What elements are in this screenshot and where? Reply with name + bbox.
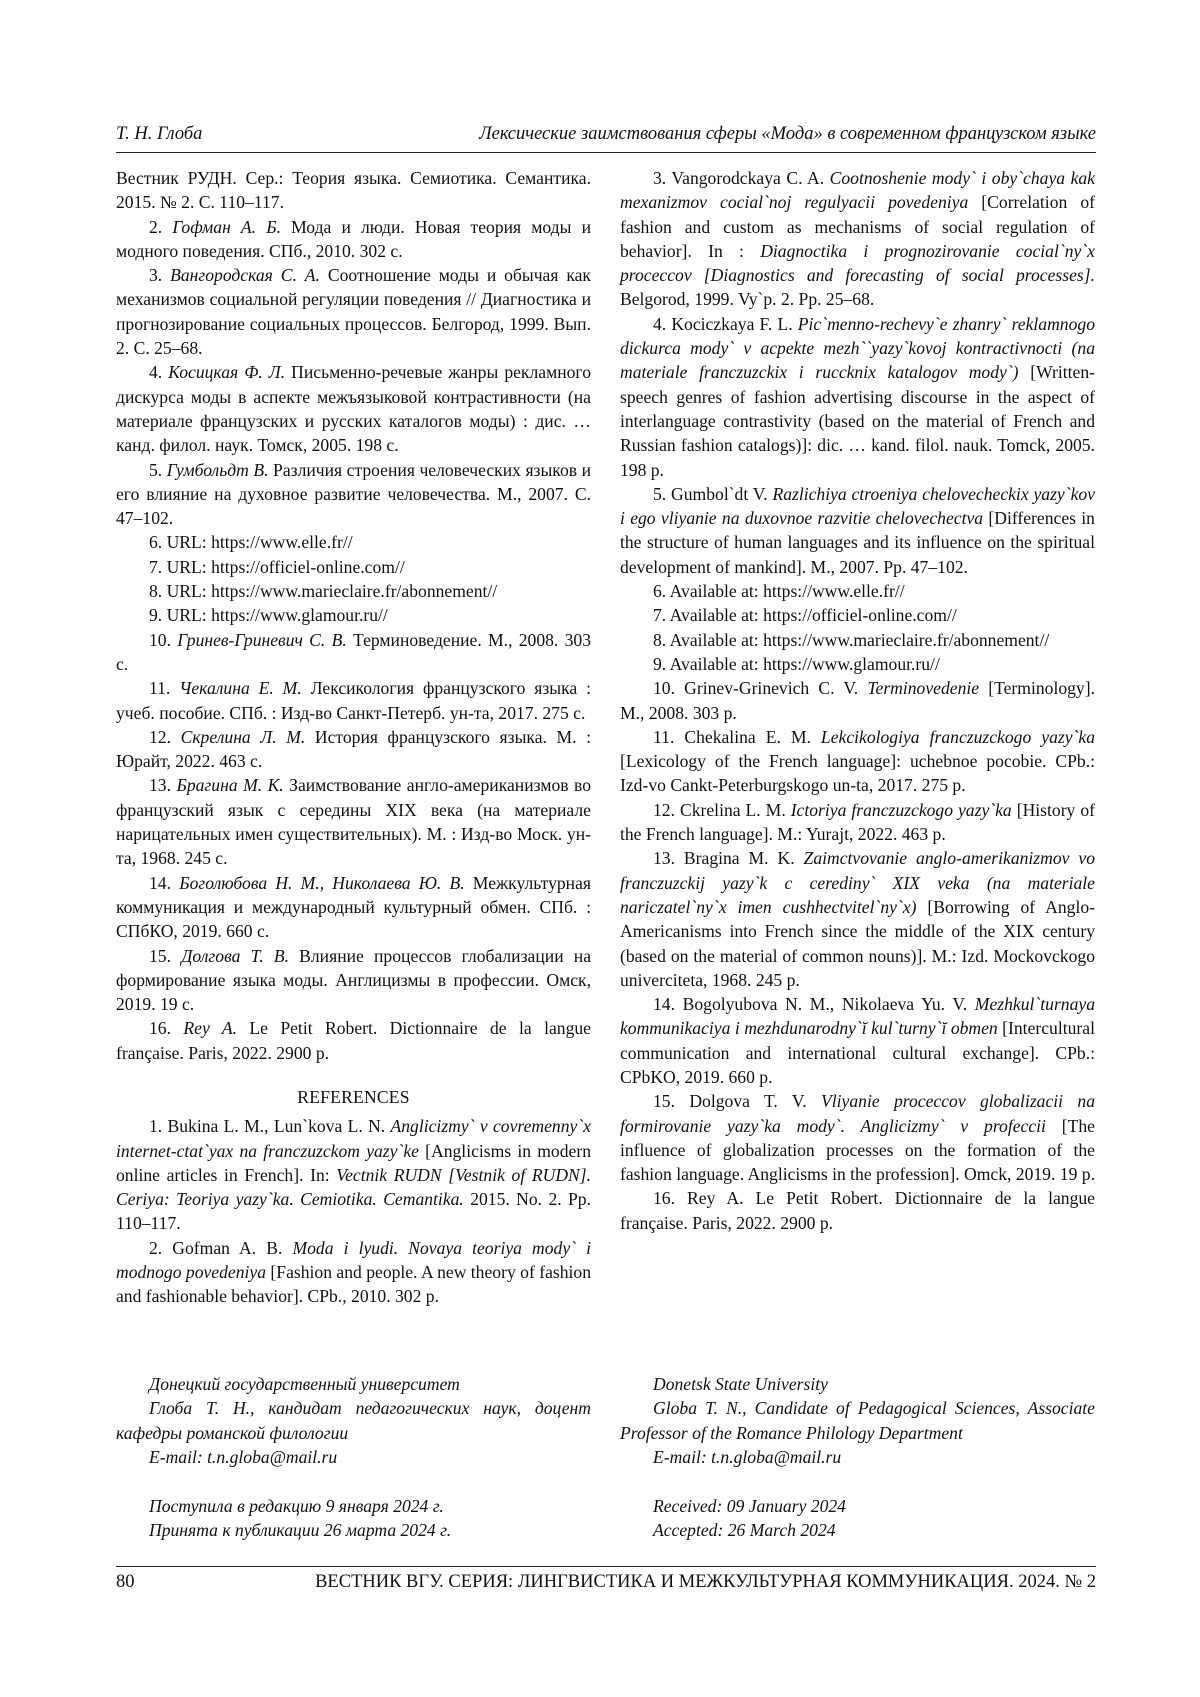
reference-item <box>620 628 1095 652</box>
reference-item <box>116 1016 591 1065</box>
reference-item <box>116 555 591 579</box>
reference-item <box>116 773 591 870</box>
references-heading: REFERENCES <box>116 1085 591 1109</box>
reference-italic-text: Гринев-Гриневич С. В. <box>177 630 346 650</box>
reference-text: 11. <box>149 678 179 698</box>
reference-item <box>620 1186 1095 1235</box>
reference-item <box>620 603 1095 627</box>
affiliation-ru <box>116 1372 591 1543</box>
received-date: Received: 09 January 2024 <box>620 1494 1095 1518</box>
reference-italic-text: Mezhkul`turnaya kommunikaciya i mezhdunarodny`ĭ kul`turny`ĭ obmen <box>620 994 1095 1038</box>
reference-text: 3. <box>149 265 170 285</box>
affiliation-email: E-mail: t.n.globa@mail.ru <box>116 1445 591 1469</box>
reference-item <box>116 676 591 725</box>
reference-text: 9. Available at: https://www.glamour.ru// <box>653 654 940 674</box>
reference-italic-text: Вангородская С. А. <box>170 265 320 285</box>
reference-text: [Correlation of fashion and custom as mechanisms of social regulation of behavior]. In : <box>620 192 1095 261</box>
reference-text: 15. <box>149 946 181 966</box>
reference-item <box>620 312 1095 482</box>
reference-text: [History of the French language]. M.: Yurajt, 2022. 463 p. <box>620 800 1095 844</box>
affiliation-university: Donetsk State University <box>620 1372 1095 1396</box>
reference-text: Письменно-речевые жанры рекламного дискурса моды в аспекте межъязыковой контрастивности (на материале французских и русских каталогов моды) : дис. … канд. филол. наук. Томск, 2005. 198 с. <box>116 362 591 455</box>
reference-text: 14. Bogolyubova N. M., Nikolaeva Yu. V. <box>653 994 975 1014</box>
affiliation-email: E-mail: t.n.globa@mail.ru <box>620 1445 1095 1469</box>
received-date: Поступила в редакцию 9 января 2024 г. <box>116 1494 591 1518</box>
reference-text: [Anglicisms in modern online articles in French]. In: <box>116 1141 591 1185</box>
reference-text: 6. Available at: https://www.elle.fr// <box>653 581 905 601</box>
reference-text: Мода и люди. Новая теория моды и модного поведения. СПб., 2010. 302 с. <box>116 217 591 261</box>
reference-italic-text: Razlichiya ctroeniya chelovecheckix yazy`kov i ego vliyanie na duxovnoe razvitie chelovechectva <box>620 484 1095 528</box>
reference-item <box>116 360 591 457</box>
header-divider <box>116 152 1096 153</box>
accepted-date: Accepted: 26 March 2024 <box>620 1518 1095 1542</box>
right-references-list <box>620 166 1095 1235</box>
reference-item <box>116 579 591 603</box>
reference-text: 13. <box>149 775 176 795</box>
reference-italic-text: Lekcikologiya franczuzckogo yazy`ka <box>821 727 1095 747</box>
reference-text: 2. <box>149 217 172 237</box>
reference-item <box>116 530 591 554</box>
reference-text: Belgorod, 1999. Vy`p. 2. Pp. 25–68. <box>620 289 874 309</box>
reference-item <box>620 482 1095 579</box>
reference-item <box>116 263 591 360</box>
reference-text: [Written-speech genres of fashion advertising discourse in the aspect of interlanguage contrastivity (based on the material of French and Russian fashion catalogs)]: dic. … kand. filol. nauk. Tomck, 2005. 198 p. <box>620 362 1095 479</box>
affiliation-en <box>620 1372 1095 1543</box>
reference-text: 10. <box>149 630 177 650</box>
reference-text: [Intercultural communication and international cultural exchange]. CPb.: CPbKO, 2019. 660 p. <box>620 1018 1095 1087</box>
reference-text: 5. <box>149 460 167 480</box>
affiliation-author: Глоба Т. Н., кандидат педагогических наук, доцент кафедры романской филологии <box>116 1396 591 1445</box>
reference-italic-text: Terminovedenie <box>867 678 979 698</box>
reference-item <box>116 603 591 627</box>
reference-item <box>620 1089 1095 1186</box>
reference-italic-text: Pic`menno-rechevy`e zhanry` reklamnogo dickurca mody` v acpekte mezh``yazy`kovoj kontractivnocti (na materiale franczuzckix i ruccknix katalogov mody`) <box>620 314 1095 383</box>
reference-italic-text: Diagnoctika i prognozirovanie cocial`ny`x proceccov [Diagnostics and forecasting of social processes]. <box>620 241 1095 285</box>
reference-item <box>116 1114 591 1235</box>
reference-italic-text: Anglicizmy` v covremenny`x internet-ctat`yax na franczuzckom yazy`ke <box>116 1116 591 1160</box>
page-number: 80 <box>116 1572 135 1593</box>
left-bibliography <box>116 166 591 1065</box>
reference-item <box>620 798 1095 847</box>
reference-item <box>620 992 1095 1089</box>
reference-text: 6. URL: https://www.elle.fr// <box>149 532 353 552</box>
reference-text: 9. URL: https://www.glamour.ru// <box>149 605 388 625</box>
reference-text: Соотношение моды и обычая как механизмов социальной регуляции поведения // Диагностика и прогнозирование социальных процессов. Белгород, 1999. Вып. 2. С. 25–68. <box>116 265 591 358</box>
left-references-list <box>116 1114 591 1308</box>
reference-text: 14. <box>149 873 179 893</box>
reference-italic-text: Брагина М. К. <box>176 775 283 795</box>
reference-text: 3. Vangorodckaya C. A. <box>653 168 830 188</box>
reference-text: 5. Gumbol`dt V. <box>653 484 772 504</box>
reference-text: 12. Ckrelina L. M. <box>653 800 791 820</box>
reference-italic-text: Cootnoshenie mody` i oby`chaya kak mexanizmov cocial`noj regulyacii povedeniya <box>620 168 1095 212</box>
affiliation-university: Донецкий государственный университет <box>116 1372 591 1396</box>
reference-text: [Terminology]. M., 2008. 303 p. <box>620 678 1095 722</box>
reference-italic-text: Гумбольдт В. <box>167 460 269 480</box>
reference-text: 8. URL: https://www.marieclaire.fr/abonnement// <box>149 581 497 601</box>
reference-item <box>620 166 1095 312</box>
reference-item <box>620 846 1095 992</box>
reference-italic-text: Гофман А. Б. <box>172 217 281 237</box>
reference-item <box>116 871 591 944</box>
reference-item <box>116 944 591 1017</box>
reference-italic-text: Vectnik RUDN [Vestnik of RUDN]. Ceriya: Teoriya yazy`ka. Cemiotika. Cemantika. <box>116 1165 591 1209</box>
reference-text: История французского языка. М. : Юрайт, 2022. 463 с. <box>116 727 591 771</box>
header-author: Т. Н. Глоба <box>116 124 202 145</box>
reference-text: 2015. No. 2. Pp. 110–117. <box>116 1189 591 1233</box>
reference-italic-text: Скрелина Л. М. <box>181 727 306 747</box>
reference-text: 16. <box>149 1018 183 1038</box>
reference-text: 7. URL: https://officiel-online.com// <box>149 557 405 577</box>
header-article-title: Лексические заимствования сферы «Мода» в современном французском языке <box>479 124 1096 145</box>
reference-text: [Borrowing of Anglo-Americanisms into French since the middle of the XIX century (based on the material of common nouns)]. M.: Izd. Mockovckogo univerciteta, 1968. 245 p. <box>620 897 1095 990</box>
reference-text: 13. Bragina M. K. <box>653 848 804 868</box>
reference-text: 1. Bukina L. M., Lun`kova L. N. <box>149 1116 391 1136</box>
reference-text: Вестник РУДН. Сер.: Теория языка. Семиотика. Семантика. 2015. № 2. С. 110–117. <box>116 168 591 212</box>
reference-text: Заимствование англо-американизмов во французский язык с середины XIX века (на материале нарицательных имен существительных). М. : Изд-во Моск. ун-та, 1968. 245 с. <box>116 775 591 868</box>
reference-text: Межкультурная коммуникация и международный культурный обмен. СПб. : СПбКО, 2019. 660 с. <box>116 873 591 942</box>
reference-text: 15. Dolgova T. V. <box>653 1091 821 1111</box>
reference-item <box>116 166 591 215</box>
reference-italic-text: Rey A. <box>183 1018 237 1038</box>
reference-item <box>620 652 1095 676</box>
affiliation-author: Globa T. N., Candidate of Pedagogical Sciences, Associate Professor of the Romance Philology Department <box>620 1396 1095 1445</box>
reference-item <box>116 628 591 677</box>
reference-text: [Lexicology of the French language]: uchebnoe pocobie. CPb.: Izd-vo Cankt-Peterburgskogo un-ta, 2017. 275 p. <box>620 751 1095 795</box>
left-column <box>116 166 591 1309</box>
reference-text: 2. Gofman A. B. <box>149 1238 292 1258</box>
right-column <box>620 166 1095 1235</box>
reference-text: Влияние процессов глобализации на формирование языка моды. Англицизмы в профессии. Омск, 2019. 19 с. <box>116 946 591 1015</box>
reference-italic-text: Moda i lyudi. Novaya teoriya mody` i modnogo povedeniya <box>116 1238 591 1282</box>
running-header <box>116 124 1096 145</box>
reference-item <box>116 215 591 264</box>
reference-text: [Fashion and people. A new theory of fashion and fashionable behavior]. CPb., 2010. 302 p. <box>116 1262 591 1306</box>
reference-text: 10. Grinev-Grinevich C. V. <box>653 678 867 698</box>
journal-title: ВЕСТНИК ВГУ. СЕРИЯ: ЛИНГВИСТИКА И МЕЖКУЛЬТУРНАЯ КОММУНИКАЦИЯ. 2024. № 2 <box>315 1572 1096 1593</box>
reference-text: Терминоведение. М., 2008. 303 с. <box>116 630 591 674</box>
reference-text: 4. <box>149 362 168 382</box>
reference-item <box>116 725 591 774</box>
reference-text: 16. Rey A. Le Petit Robert. Dictionnaire de la langue française. Paris, 2022. 2900 p. <box>620 1188 1095 1232</box>
accepted-date: Принята к публикации 26 марта 2024 г. <box>116 1518 591 1542</box>
reference-item <box>116 1236 591 1309</box>
reference-text: 4. Kociczkaya F. L. <box>653 314 798 334</box>
reference-text: Различия строения человеческих языков и его влияние на духовное развитие человечества. М., 2007. С. 47–102. <box>116 460 591 529</box>
reference-item <box>620 579 1095 603</box>
reference-italic-text: Чекалина Е. М. <box>179 678 301 698</box>
reference-italic-text: Zaimctvovanie anglo-amerikanizmov vo franczuzckij yazy`k c cerediny` XIX veka (na materiale nariczatel`ny`x imen cushhectvitel`ny`x) <box>620 848 1095 917</box>
reference-italic-text: Долгова Т. В. <box>181 946 289 966</box>
reference-text: 7. Available at: https://officiel-online.com// <box>653 605 957 625</box>
reference-text: 12. <box>149 727 181 747</box>
reference-item <box>620 676 1095 725</box>
reference-text: 8. Available at: https://www.marieclaire.fr/abonnement// <box>653 630 1049 650</box>
reference-item <box>116 458 591 531</box>
reference-italic-text: Боголюбова Н. М., Николаева Ю. В. <box>179 873 464 893</box>
footer-divider <box>116 1566 1096 1567</box>
reference-text: [Differences in the structure of human languages and its influence on the spiritual development of mankind]. M., 2007. Pp. 47–102. <box>620 508 1095 577</box>
reference-text: [The influence of globalization processes on the formation of the fashion language. Anglicisms in the profession]. Omck, 2019. 19 p. <box>620 1116 1095 1185</box>
reference-text: Лексикология французского языка : учеб. пособие. СПб. : Изд-во Санкт-Петерб. ун-та, 2017. 275 с. <box>116 678 591 722</box>
reference-text: Le Petit Robert. Dictionnaire de la langue française. Paris, 2022. 2900 p. <box>116 1018 591 1062</box>
running-footer <box>116 1572 1096 1593</box>
reference-italic-text: Косицкая Ф. Л. <box>168 362 285 382</box>
reference-item <box>620 725 1095 798</box>
reference-italic-text: Ictoriya franczuzckogo yazy`ka <box>791 800 1012 820</box>
reference-italic-text: Vliyanie proceccov globalizacii na formirovanie yazy`ka mody`. Anglicizmy` v profeccii <box>620 1091 1095 1135</box>
reference-text: 11. Chekalina E. M. <box>653 727 821 747</box>
